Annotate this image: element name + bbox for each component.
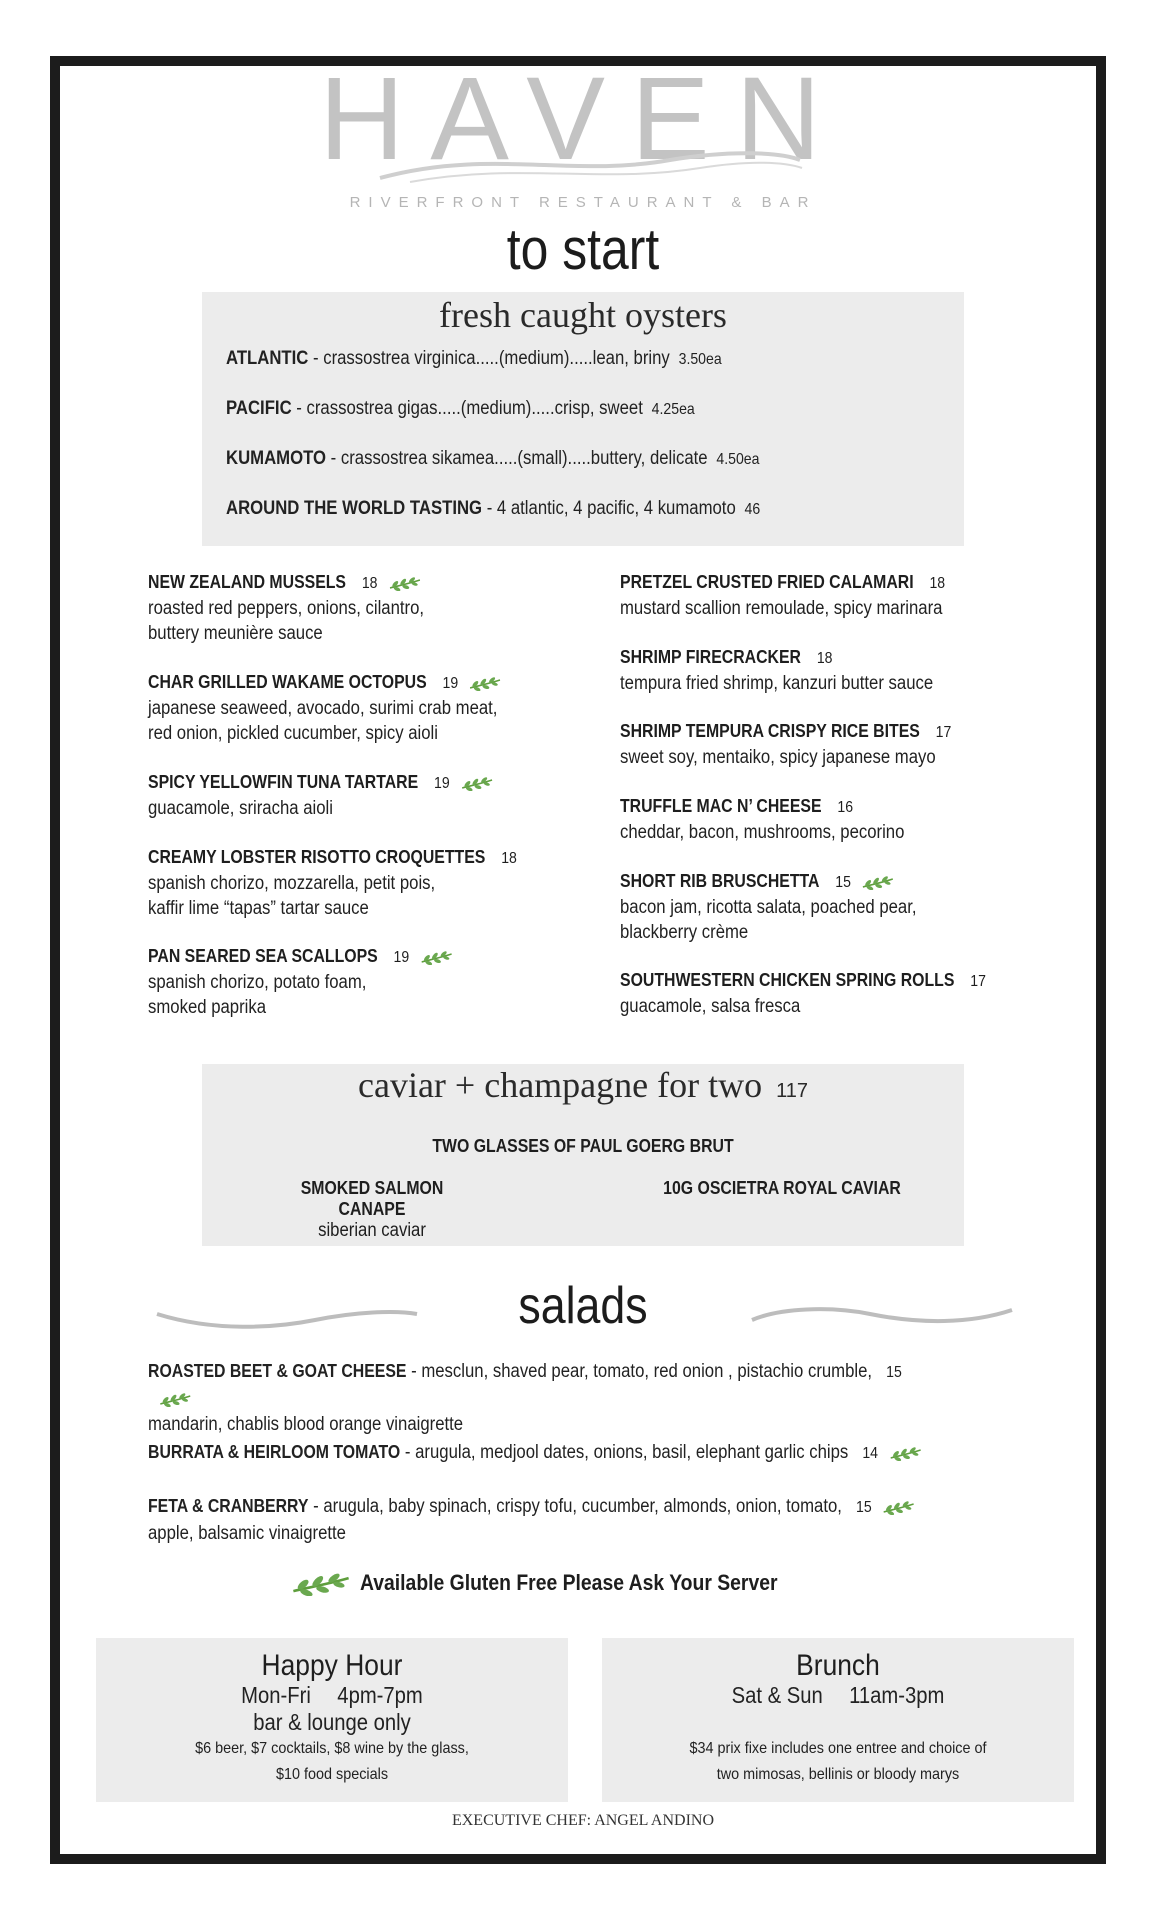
happy-hour-schedule (124, 1682, 539, 1709)
happy-hour-days: Mon-Fri (241, 1682, 311, 1708)
item-desc: guacamole, sriracha aioli (148, 798, 333, 819)
item-desc: buttery meunière sauce (148, 623, 323, 644)
section-title-to-start: to start (506, 217, 660, 282)
happy-hour-box (96, 1638, 568, 1802)
salad-item (148, 1358, 940, 1438)
leaf-icon (388, 575, 421, 591)
menu-item (148, 570, 562, 646)
leaf-icon (460, 775, 493, 791)
item-desc: roasted red peppers, onions, cilantro, (148, 598, 425, 619)
salad-desc: - mesclun, shaved pear, tomato, red onion , pistachio crumble, (406, 1361, 873, 1382)
leaf-icon (889, 1445, 922, 1461)
happy-hour-hours: 4pm-7pm (337, 1682, 423, 1708)
salad-name: FETA & CRANBERRY (148, 1496, 309, 1516)
salad-desc: apple, balsamic vinaigrette (148, 1523, 346, 1544)
brunch-box (602, 1638, 1074, 1802)
item-desc: smoked paprika (148, 997, 267, 1018)
oyster-price: 46 (744, 501, 761, 518)
salad-item (148, 1439, 940, 1467)
salad-price: 14 (862, 1445, 878, 1462)
oyster-row (226, 348, 722, 370)
caviar-champagne: TWO GLASSES OF PAUL GOERG BRUT (432, 1136, 734, 1156)
item-desc: bacon jam, ricotta salata, poached pear, (620, 897, 917, 918)
menu-item (148, 944, 562, 1020)
item-price: 19 (442, 675, 459, 692)
salad-name: BURRATA & HEIRLOOM TOMATO (148, 1442, 401, 1462)
salad-desc: - arugula, baby spinach, crispy tofu, cucumber, almonds, onion, tomato, (308, 1496, 842, 1517)
oyster-desc: - crassostrea gigas.....(medium).....crisp, sweet (291, 398, 643, 419)
salad-price: 15 (856, 1499, 872, 1516)
item-desc: spanish chorizo, mozzarella, petit pois, (148, 873, 436, 894)
menu-item (148, 670, 562, 746)
caviar-left (266, 1178, 477, 1242)
gluten-free-note (290, 1570, 835, 1596)
item-price: 18 (816, 650, 833, 667)
happy-hour-location: bar & lounge only (253, 1709, 411, 1735)
item-price: 16 (837, 799, 854, 816)
item-name: SPICY YELLOWFIN TUNA TARTARE (148, 772, 419, 792)
gluten-free-text: Available Gluten Free Please Ask Your Server (360, 1570, 778, 1595)
caviar-left-desc: siberian caviar (318, 1220, 426, 1241)
brunch-title: Brunch (796, 1649, 880, 1682)
leaf-icon (469, 675, 502, 691)
leaf-icon (159, 1391, 192, 1407)
item-desc: mustard scallion remoulade, spicy marinara (620, 598, 943, 619)
item-name: SHRIMP TEMPURA CRISPY RICE BITES (620, 721, 920, 741)
item-desc: cheddar, bacon, mushrooms, pecorino (620, 822, 905, 843)
oyster-row (226, 448, 759, 470)
item-desc: sweet soy, mentaiko, spicy japanese mayo (620, 747, 936, 768)
executive-chef-credit: EXECUTIVE CHEF: ANGEL ANDINO (451, 1812, 715, 1829)
item-name: PRETZEL CRUSTED FRIED CALAMARI (620, 572, 914, 592)
item-desc: guacamole, salsa fresca (620, 996, 801, 1017)
logo-wordmark: HAVEN (319, 53, 847, 185)
brunch-schedule (630, 1682, 1045, 1709)
oysters-box (202, 292, 964, 546)
logo-swoosh (370, 138, 810, 188)
item-price: 17 (970, 973, 986, 990)
oyster-desc: - crassostrea virginica.....(medium).....lean, briny (308, 348, 670, 369)
salad-desc: mandarin, chablis blood orange vinaigrette (148, 1414, 464, 1435)
oyster-desc: - 4 atlantic, 4 pacific, 4 kumamoto (482, 498, 736, 519)
menu-item (620, 794, 1034, 845)
happy-hour-detail: $10 food specials (275, 1766, 389, 1783)
item-desc: kaffir lime “tapas” tartar sauce (148, 898, 369, 919)
item-name: CREAMY LOBSTER RISOTTO CROQUETTES (148, 847, 486, 867)
oyster-price: 4.50ea (716, 451, 760, 468)
salad-desc: - arugula, medjool dates, onions, basil, elephant garlic chips (400, 1442, 849, 1463)
caviar-title-row (202, 1064, 964, 1106)
item-name: SHRIMP FIRECRACKER (620, 647, 802, 667)
caviar-box (202, 1064, 964, 1246)
happy-hour-title: Happy Hour (261, 1649, 403, 1682)
caviar-title: caviar + champagne for two (357, 1065, 763, 1105)
leaf-icon (290, 1570, 352, 1596)
item-price: 17 (935, 724, 952, 741)
oyster-row (226, 498, 760, 520)
section-title-salads: salads (518, 1277, 648, 1335)
salad-name: ROASTED BEET & GOAT CHEESE (148, 1361, 407, 1381)
menu-item (620, 869, 1034, 945)
menu-item (620, 570, 1034, 621)
item-price: 15 (835, 874, 851, 891)
item-name: TRUFFLE MAC N’ CHEESE (620, 796, 822, 816)
brunch-detail: two mimosas, bellinis or bloody marys (716, 1766, 960, 1783)
menu-item (620, 968, 1034, 1019)
item-name: CHAR GRILLED WAKAME OCTOPUS (148, 672, 427, 692)
leaf-icon (862, 874, 895, 890)
brunch-days: Sat & Sun (731, 1682, 823, 1708)
item-desc: japanese seaweed, avocado, surimi crab meat, (148, 698, 498, 719)
item-desc: spanish chorizo, potato foam, (148, 972, 367, 993)
item-name: PAN SEARED SEA SCALLOPS (148, 946, 378, 966)
menu-item (620, 719, 1034, 770)
leaf-icon (420, 949, 453, 965)
leaf-icon (882, 1499, 915, 1515)
menu-item (148, 770, 562, 821)
item-desc: red onion, pickled cucumber, spicy aioli (148, 723, 438, 744)
item-name: SHORT RIB BRUSCHETTA (620, 871, 820, 891)
item-price: 18 (929, 575, 946, 592)
caviar-left-name: SMOKED SALMON CANAPE (300, 1178, 444, 1219)
salad-price: 15 (886, 1364, 902, 1381)
menu-item (148, 845, 562, 921)
item-name: NEW ZEALAND MUSSELS (148, 572, 346, 592)
brunch-hours: 11am-3pm (849, 1682, 945, 1708)
item-name: SOUTHWESTERN CHICKEN SPRING ROLLS (620, 970, 955, 990)
item-price: 18 (501, 850, 517, 867)
oyster-name: PACIFIC (226, 398, 292, 419)
logo-tagline: RIVERFRONT RESTAURANT & BAR (349, 194, 817, 211)
happy-hour-detail: $6 beer, $7 cocktails, $8 wine by the glass, (195, 1740, 469, 1757)
oyster-name: KUMAMOTO (226, 448, 327, 469)
caviar-price: 117 (776, 1080, 808, 1102)
item-price: 18 (361, 575, 378, 592)
oyster-name: ATLANTIC (226, 348, 309, 369)
item-desc: blackberry crème (620, 922, 749, 943)
menu-item (620, 645, 1034, 696)
caviar-right-name: 10G OSCIETRA ROYAL CAVIAR (663, 1178, 901, 1198)
oyster-price: 4.25ea (651, 401, 695, 418)
salad-item (148, 1493, 940, 1547)
oysters-title: fresh caught oysters (439, 295, 727, 335)
oyster-desc: - crassostrea sikamea.....(small).....buttery, delicate (326, 448, 708, 469)
oyster-row (226, 398, 695, 420)
oyster-name: AROUND THE WORLD TASTING (226, 498, 483, 519)
oyster-price: 3.50ea (678, 351, 722, 368)
brunch-detail: $34 prix fixe includes one entree and choice of (689, 1740, 987, 1757)
item-desc: tempura fried shrimp, kanzuri butter sauce (620, 673, 934, 694)
item-price: 19 (393, 949, 410, 966)
item-price: 19 (434, 775, 450, 792)
